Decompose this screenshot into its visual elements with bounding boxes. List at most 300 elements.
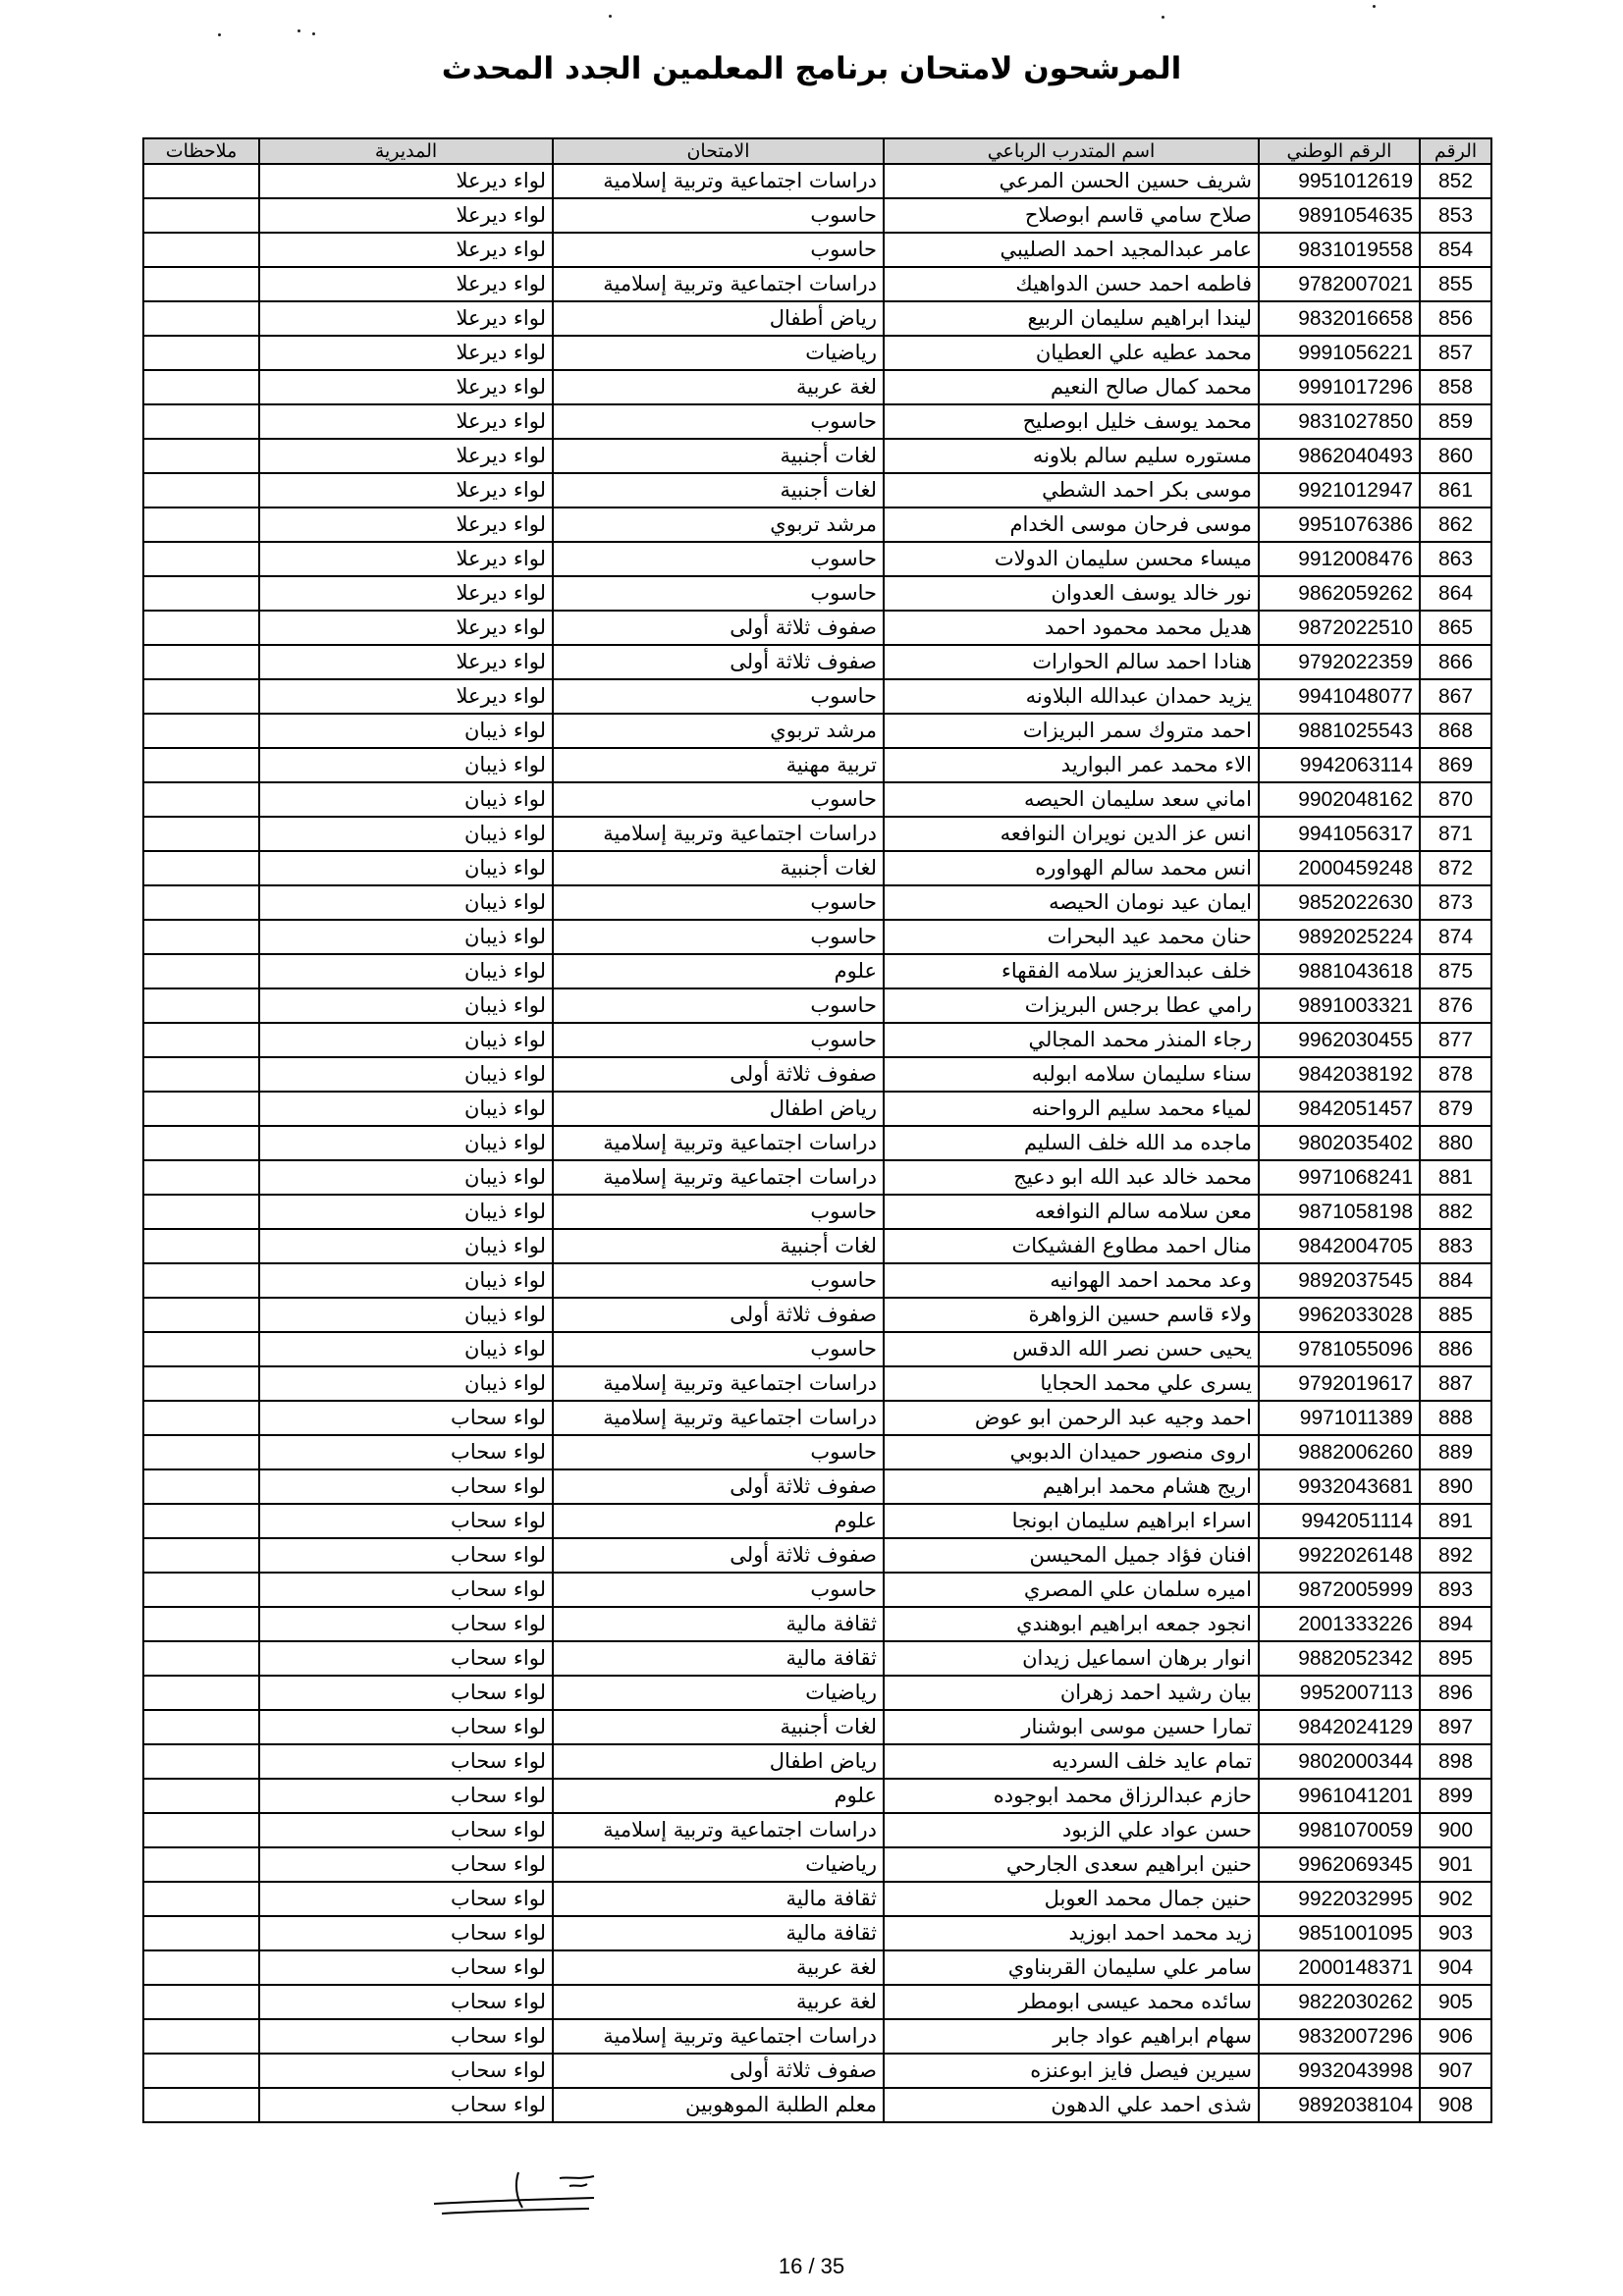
cell-national-id: 9781055096	[1259, 1332, 1420, 1366]
cell-no: 866	[1420, 645, 1491, 679]
cell-trainee-name: يزيد حمدان عبدالله البلاونه	[884, 679, 1259, 714]
table-row	[143, 439, 1491, 473]
table-row	[143, 301, 1491, 336]
cell-directorate: لواء ديرعلا	[259, 404, 553, 439]
signature-icon	[432, 2164, 609, 2223]
table-row	[143, 1847, 1491, 1882]
cell-no: 894	[1420, 1607, 1491, 1641]
cell-directorate: لواء سحاب	[259, 1641, 553, 1676]
cell-no: 879	[1420, 1092, 1491, 1126]
cell-no: 852	[1420, 164, 1491, 198]
cell-no: 859	[1420, 404, 1491, 439]
cell-no: 880	[1420, 1126, 1491, 1160]
table-row	[143, 611, 1491, 645]
cell-national-id: 9831019558	[1259, 233, 1420, 267]
cell-national-id: 9922026148	[1259, 1538, 1420, 1573]
cell-national-id: 2000148371	[1259, 1950, 1420, 1985]
cell-trainee-name: سيرين فيصل فايز ابوعنزه	[884, 2054, 1259, 2088]
cell-no: 865	[1420, 611, 1491, 645]
cell-notes	[143, 611, 259, 645]
table-row	[143, 336, 1491, 370]
cell-trainee-name: محمد خالد عبد الله ابو دعيج	[884, 1160, 1259, 1195]
table-row	[143, 1023, 1491, 1057]
cell-notes	[143, 1985, 259, 2019]
cell-no: 876	[1420, 988, 1491, 1023]
cell-exam: صفوف ثلاثة أولى	[553, 1057, 884, 1092]
cell-no: 905	[1420, 1985, 1491, 2019]
cell-directorate: لواء ديرعلا	[259, 233, 553, 267]
cell-notes	[143, 679, 259, 714]
cell-no: 907	[1420, 2054, 1491, 2088]
cell-exam: ثقافة مالية	[553, 1882, 884, 1916]
cell-trainee-name: اريج هشام محمد ابراهيم	[884, 1469, 1259, 1504]
table-row	[143, 1710, 1491, 1744]
table-row	[143, 645, 1491, 679]
cell-trainee-name: اميره سلمان علي المصري	[884, 1573, 1259, 1607]
cell-notes	[143, 370, 259, 404]
cell-notes	[143, 1573, 259, 1607]
cell-exam: حاسوب	[553, 920, 884, 954]
table-row	[143, 576, 1491, 611]
cell-directorate: لواء سحاب	[259, 1847, 553, 1882]
cell-exam: دراسات اجتماعية وتربية إسلامية	[553, 817, 884, 851]
cell-no: 867	[1420, 679, 1491, 714]
cell-exam: ثقافة مالية	[553, 1916, 884, 1950]
cell-notes	[143, 439, 259, 473]
cell-trainee-name: تمارا حسين موسى ابوشنار	[884, 1710, 1259, 1744]
table-row	[143, 885, 1491, 920]
cell-notes	[143, 1057, 259, 1092]
cell-national-id: 9802000344	[1259, 1744, 1420, 1779]
cell-directorate: لواء ديرعلا	[259, 679, 553, 714]
cell-trainee-name: رامي عطا برجس البريزات	[884, 988, 1259, 1023]
cell-directorate: لواء ديرعلا	[259, 164, 553, 198]
cell-no: 860	[1420, 439, 1491, 473]
cell-directorate: لواء ذيبان	[259, 1366, 553, 1401]
cell-exam: صفوف ثلاثة أولى	[553, 645, 884, 679]
cell-notes	[143, 1092, 259, 1126]
cell-notes	[143, 885, 259, 920]
cell-notes	[143, 1023, 259, 1057]
cell-exam: رياضيات	[553, 336, 884, 370]
cell-no: 906	[1420, 2019, 1491, 2054]
cell-directorate: لواء سحاب	[259, 1882, 553, 1916]
cell-trainee-name: مستوره سليم سالم بلاونه	[884, 439, 1259, 473]
table-row	[143, 2088, 1491, 2122]
table-row	[143, 1366, 1491, 1401]
cell-no: 877	[1420, 1023, 1491, 1057]
cell-national-id: 9892025224	[1259, 920, 1420, 954]
cell-exam: لغات أجنبية	[553, 851, 884, 885]
cell-directorate: لواء سحاب	[259, 1950, 553, 1985]
cell-exam: رياض اطفال	[553, 1092, 884, 1126]
cell-exam: لغات أجنبية	[553, 473, 884, 507]
cell-exam: لغات أجنبية	[553, 439, 884, 473]
cell-no: 857	[1420, 336, 1491, 370]
cell-notes	[143, 1950, 259, 1985]
cell-notes	[143, 1504, 259, 1538]
cell-directorate: لواء ديرعلا	[259, 507, 553, 542]
cell-national-id: 9962069345	[1259, 1847, 1420, 1882]
cell-exam: حاسوب	[553, 1195, 884, 1229]
cell-national-id: 9981070059	[1259, 1813, 1420, 1847]
cell-no: 862	[1420, 507, 1491, 542]
cell-exam: صفوف ثلاثة أولى	[553, 611, 884, 645]
cell-no: 873	[1420, 885, 1491, 920]
cell-trainee-name: صلاح سامي قاسم ابوصلاح	[884, 198, 1259, 233]
table-row	[143, 714, 1491, 748]
cell-notes	[143, 473, 259, 507]
cell-no: 856	[1420, 301, 1491, 336]
cell-trainee-name: عامر عبدالمجيد احمد الصليبي	[884, 233, 1259, 267]
cell-trainee-name: حنان محمد عيد البحرات	[884, 920, 1259, 954]
cell-directorate: لواء ذيبان	[259, 714, 553, 748]
cell-directorate: لواء سحاب	[259, 1813, 553, 1847]
table-row	[143, 1504, 1491, 1538]
cell-no: 888	[1420, 1401, 1491, 1435]
cell-directorate: لواء ديرعلا	[259, 198, 553, 233]
cell-no: 858	[1420, 370, 1491, 404]
cell-directorate: لواء ذيبان	[259, 1057, 553, 1092]
cell-trainee-name: نور خالد يوسف العدوان	[884, 576, 1259, 611]
cell-trainee-name: يسرى علي محمد الحجايا	[884, 1366, 1259, 1401]
cell-directorate: لواء سحاب	[259, 1538, 553, 1573]
cell-notes	[143, 2088, 259, 2122]
cell-exam: دراسات اجتماعية وتربية إسلامية	[553, 1401, 884, 1435]
cell-trainee-name: محمد كمال صالح النعيم	[884, 370, 1259, 404]
cell-no: 855	[1420, 267, 1491, 301]
cell-trainee-name: منال احمد مطاوع الفشيكات	[884, 1229, 1259, 1263]
page-number: 16 / 35	[778, 2254, 845, 2278]
table-row	[143, 1813, 1491, 1847]
cell-exam: صفوف ثلاثة أولى	[553, 1298, 884, 1332]
cell-directorate: لواء سحاب	[259, 1676, 553, 1710]
cell-no: 884	[1420, 1263, 1491, 1298]
cell-exam: دراسات اجتماعية وتربية إسلامية	[553, 1126, 884, 1160]
cell-directorate: لواء ذيبان	[259, 954, 553, 988]
cell-directorate: لواء ذيبان	[259, 748, 553, 782]
table-row	[143, 267, 1491, 301]
cell-exam: حاسوب	[553, 1263, 884, 1298]
header-exam: الامتحان	[553, 138, 884, 164]
cell-directorate: لواء سحاب	[259, 1779, 553, 1813]
cell-exam: دراسات اجتماعية وتربية إسلامية	[553, 164, 884, 198]
table-row	[143, 988, 1491, 1023]
cell-directorate: لواء ذيبان	[259, 782, 553, 817]
table-row	[143, 851, 1491, 885]
table-row	[143, 1092, 1491, 1126]
cell-notes	[143, 1126, 259, 1160]
cell-national-id: 9831027850	[1259, 404, 1420, 439]
cell-no: 902	[1420, 1882, 1491, 1916]
cell-national-id: 9891054635	[1259, 198, 1420, 233]
cell-national-id: 9941056317	[1259, 817, 1420, 851]
cell-exam: رياض أطفال	[553, 301, 884, 336]
cell-no: 868	[1420, 714, 1491, 748]
cell-directorate: لواء ديرعلا	[259, 611, 553, 645]
cell-directorate: لواء ذيبان	[259, 1126, 553, 1160]
cell-no: 900	[1420, 1813, 1491, 1847]
cell-exam: لغة عربية	[553, 1985, 884, 2019]
page-title: المرشحون لامتحان برنامج المعلمين الجدد المحدث	[441, 51, 1182, 86]
cell-trainee-name: اروى منصور حميدان الدبوبي	[884, 1435, 1259, 1469]
cell-notes	[143, 1298, 259, 1332]
cell-exam: صفوف ثلاثة أولى	[553, 1538, 884, 1573]
cell-national-id: 9792022359	[1259, 645, 1420, 679]
table-row	[143, 507, 1491, 542]
cell-no: 895	[1420, 1641, 1491, 1676]
cell-national-id: 9842051457	[1259, 1092, 1420, 1126]
table-row	[143, 1882, 1491, 1916]
table-row	[143, 817, 1491, 851]
cell-notes	[143, 2019, 259, 2054]
cell-no: 854	[1420, 233, 1491, 267]
table-row	[143, 1744, 1491, 1779]
cell-notes	[143, 164, 259, 198]
cell-exam: رياضيات	[553, 1676, 884, 1710]
cell-trainee-name: يحيى حسن نصر الله الدقس	[884, 1332, 1259, 1366]
cell-notes	[143, 645, 259, 679]
cell-national-id: 9862059262	[1259, 576, 1420, 611]
cell-notes	[143, 1779, 259, 1813]
cell-no: 896	[1420, 1676, 1491, 1710]
cell-notes	[143, 1160, 259, 1195]
cell-trainee-name: حنين ابراهيم سعدى الجارحي	[884, 1847, 1259, 1882]
cell-directorate: لواء ذيبان	[259, 1092, 553, 1126]
cell-directorate: لواء ذيبان	[259, 851, 553, 885]
cell-notes	[143, 851, 259, 885]
table-row	[143, 1469, 1491, 1504]
cell-notes	[143, 542, 259, 576]
header-directorate: المديرية	[259, 138, 553, 164]
cell-national-id: 9912008476	[1259, 542, 1420, 576]
cell-exam: مرشد تربوي	[553, 507, 884, 542]
cell-trainee-name: اسراء ابراهيم سليمان ابونجا	[884, 1504, 1259, 1538]
cell-notes	[143, 1366, 259, 1401]
cell-trainee-name: اماني سعد سليمان الحيصه	[884, 782, 1259, 817]
cell-no: 853	[1420, 198, 1491, 233]
cell-trainee-name: لمياء محمد سليم الرواحنه	[884, 1092, 1259, 1126]
cell-trainee-name: هنادا احمد سالم الحوارات	[884, 645, 1259, 679]
cell-trainee-name: ليندا ابراهيم سليمان الربيع	[884, 301, 1259, 336]
cell-notes	[143, 782, 259, 817]
cell-notes	[143, 1332, 259, 1366]
cell-notes	[143, 404, 259, 439]
table-row	[143, 1435, 1491, 1469]
table-row	[143, 1676, 1491, 1710]
table-row	[143, 1229, 1491, 1263]
table-row	[143, 1950, 1491, 1985]
table-row	[143, 1263, 1491, 1298]
cell-national-id: 9832016658	[1259, 301, 1420, 336]
cell-national-id: 9802035402	[1259, 1126, 1420, 1160]
cell-trainee-name: موسى فرحان موسى الخدام	[884, 507, 1259, 542]
cell-national-id: 9881043618	[1259, 954, 1420, 988]
cell-exam: حاسوب	[553, 542, 884, 576]
cell-trainee-name: سائده محمد عيسى ابومطر	[884, 1985, 1259, 2019]
cell-no: 864	[1420, 576, 1491, 611]
table-header-row	[143, 138, 1491, 164]
cell-no: 892	[1420, 1538, 1491, 1573]
cell-exam: حاسوب	[553, 404, 884, 439]
table-row	[143, 1573, 1491, 1607]
cell-exam: دراسات اجتماعية وتربية إسلامية	[553, 1366, 884, 1401]
table-row	[143, 1332, 1491, 1366]
cell-exam: حاسوب	[553, 885, 884, 920]
cell-no: 908	[1420, 2088, 1491, 2122]
cell-national-id: 9842038192	[1259, 1057, 1420, 1092]
cell-notes	[143, 1435, 259, 1469]
cell-directorate: لواء ديرعلا	[259, 576, 553, 611]
table-row	[143, 473, 1491, 507]
table-body	[143, 164, 1491, 2122]
cell-trainee-name: ماجده مد الله خلف السليم	[884, 1126, 1259, 1160]
table-row	[143, 404, 1491, 439]
cell-national-id: 9851001095	[1259, 1916, 1420, 1950]
cell-national-id: 9902048162	[1259, 782, 1420, 817]
cell-directorate: لواء سحاب	[259, 1744, 553, 1779]
table-row	[143, 1779, 1491, 1813]
table-row	[143, 164, 1491, 198]
cell-national-id: 9962030455	[1259, 1023, 1420, 1057]
cell-national-id: 9782007021	[1259, 267, 1420, 301]
cell-exam: دراسات اجتماعية وتربية إسلامية	[553, 1813, 884, 1847]
table-row	[143, 1195, 1491, 1229]
table-row	[143, 1641, 1491, 1676]
cell-national-id: 9882006260	[1259, 1435, 1420, 1469]
table-row	[143, 1126, 1491, 1160]
cell-notes	[143, 1469, 259, 1504]
cell-national-id: 9842004705	[1259, 1229, 1420, 1263]
cell-notes	[143, 507, 259, 542]
cell-national-id: 9991056221	[1259, 336, 1420, 370]
cell-trainee-name: وعد محمد احمد الهوانيه	[884, 1263, 1259, 1298]
cell-notes	[143, 1263, 259, 1298]
cell-national-id: 9862040493	[1259, 439, 1420, 473]
cell-trainee-name: ولاء قاسم حسين الزواهرة	[884, 1298, 1259, 1332]
cell-exam: دراسات اجتماعية وتربية إسلامية	[553, 2019, 884, 2054]
cell-directorate: لواء ذيبان	[259, 885, 553, 920]
cell-notes	[143, 817, 259, 851]
cell-national-id: 9871058198	[1259, 1195, 1420, 1229]
cell-exam: دراسات اجتماعية وتربية إسلامية	[553, 1160, 884, 1195]
cell-trainee-name: انوار برهان اسماعيل زيدان	[884, 1641, 1259, 1676]
cell-directorate: لواء سحاب	[259, 1607, 553, 1641]
cell-national-id: 9882052342	[1259, 1641, 1420, 1676]
table-row	[143, 370, 1491, 404]
cell-notes	[143, 1607, 259, 1641]
cell-exam: تربية مهنية	[553, 748, 884, 782]
cell-trainee-name: موسى بكر احمد الشطي	[884, 473, 1259, 507]
cell-national-id: 9872005999	[1259, 1573, 1420, 1607]
cell-national-id: 9932043998	[1259, 2054, 1420, 2088]
cell-no: 881	[1420, 1160, 1491, 1195]
cell-trainee-name: ميساء محسن سليمان الدولات	[884, 542, 1259, 576]
cell-no: 893	[1420, 1573, 1491, 1607]
cell-no: 887	[1420, 1366, 1491, 1401]
cell-exam: ثقافة مالية	[553, 1641, 884, 1676]
cell-trainee-name: انجود جمعه ابراهيم ابوهندي	[884, 1607, 1259, 1641]
table-row	[143, 1160, 1491, 1195]
cell-exam: رياضيات	[553, 1847, 884, 1882]
cell-national-id: 9971011389	[1259, 1401, 1420, 1435]
cell-trainee-name: محمد عطيه علي العطيان	[884, 336, 1259, 370]
cell-directorate: لواء ذيبان	[259, 920, 553, 954]
cell-national-id: 9891003321	[1259, 988, 1420, 1023]
cell-national-id: 9892038104	[1259, 2088, 1420, 2122]
cell-notes	[143, 301, 259, 336]
table-row	[143, 1298, 1491, 1332]
cell-directorate: لواء ديرعلا	[259, 267, 553, 301]
cell-no: 863	[1420, 542, 1491, 576]
cell-national-id: 9792019617	[1259, 1366, 1420, 1401]
cell-directorate: لواء ديرعلا	[259, 336, 553, 370]
cell-notes	[143, 576, 259, 611]
cell-exam: صفوف ثلاثة أولى	[553, 2054, 884, 2088]
cell-no: 861	[1420, 473, 1491, 507]
cell-notes	[143, 1538, 259, 1573]
cell-trainee-name: سامر علي سليمان القربناوي	[884, 1950, 1259, 1985]
cell-national-id: 9991017296	[1259, 370, 1420, 404]
cell-no: 871	[1420, 817, 1491, 851]
header-national-id: الرقم الوطني	[1259, 138, 1420, 164]
header-notes: ملاحظات	[143, 138, 259, 164]
cell-directorate: لواء ذيبان	[259, 988, 553, 1023]
cell-notes	[143, 1676, 259, 1710]
cell-no: 875	[1420, 954, 1491, 988]
cell-no: 878	[1420, 1057, 1491, 1092]
cell-trainee-name: محمد يوسف خليل ابوصليح	[884, 404, 1259, 439]
cell-trainee-name: احمد متروك سمر البريزات	[884, 714, 1259, 748]
cell-notes	[143, 233, 259, 267]
cell-directorate: لواء ذيبان	[259, 1023, 553, 1057]
table-row	[143, 679, 1491, 714]
cell-no: 885	[1420, 1298, 1491, 1332]
cell-notes	[143, 267, 259, 301]
cell-no: 872	[1420, 851, 1491, 885]
table-row	[143, 2019, 1491, 2054]
cell-directorate: لواء ديرعلا	[259, 542, 553, 576]
cell-directorate: لواء ديرعلا	[259, 370, 553, 404]
cell-directorate: لواء ذيبان	[259, 1195, 553, 1229]
cell-exam: حاسوب	[553, 576, 884, 611]
cell-national-id: 9872022510	[1259, 611, 1420, 645]
cell-notes	[143, 1195, 259, 1229]
cell-trainee-name: شريف حسين الحسن المرعي	[884, 164, 1259, 198]
cell-trainee-name: خلف عبدالعزيز سلامه الفقهاء	[884, 954, 1259, 988]
cell-national-id: 9832007296	[1259, 2019, 1420, 2054]
cell-exam: حاسوب	[553, 1435, 884, 1469]
cell-trainee-name: بيان رشيد احمد زهران	[884, 1676, 1259, 1710]
cell-notes	[143, 1813, 259, 1847]
cell-directorate: لواء سحاب	[259, 1401, 553, 1435]
cell-notes	[143, 1229, 259, 1263]
cell-trainee-name: هديل محمد محمود احمد	[884, 611, 1259, 645]
cell-exam: مرشد تربوي	[553, 714, 884, 748]
cell-exam: حاسوب	[553, 233, 884, 267]
cell-trainee-name: حسن عواد علي الزبود	[884, 1813, 1259, 1847]
cell-directorate: لواء ديرعلا	[259, 301, 553, 336]
cell-notes	[143, 336, 259, 370]
cell-exam: حاسوب	[553, 782, 884, 817]
cell-directorate: لواء ذيبان	[259, 817, 553, 851]
cell-trainee-name: معن سلامه سالم النوافعه	[884, 1195, 1259, 1229]
cell-no: 886	[1420, 1332, 1491, 1366]
cell-no: 883	[1420, 1229, 1491, 1263]
cell-exam: صفوف ثلاثة أولى	[553, 1469, 884, 1504]
cell-notes	[143, 1847, 259, 1882]
cell-exam: حاسوب	[553, 988, 884, 1023]
